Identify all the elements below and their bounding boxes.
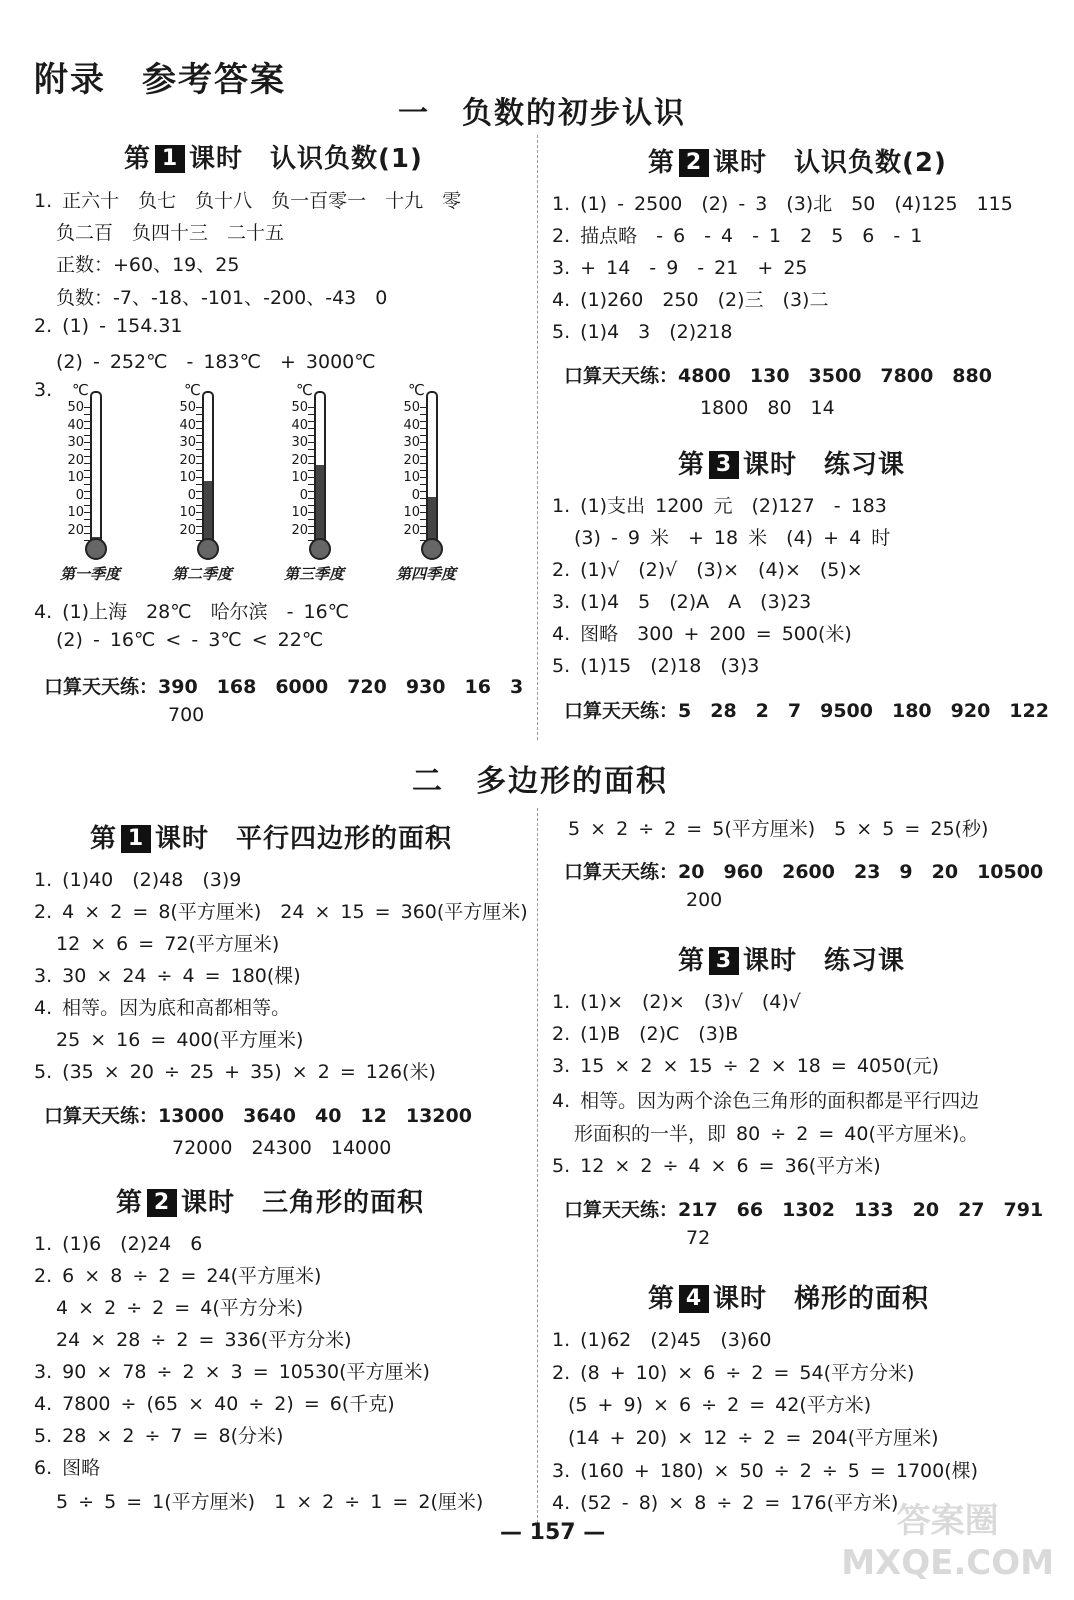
- answer-line: 形面积的一半，即 80 ÷ 2 = 40(平方厘米)。: [574, 1123, 979, 1145]
- answer-line: 4 × 2 ÷ 2 = 4(平方分米): [56, 1297, 304, 1319]
- season-label: 第四季度: [396, 565, 457, 583]
- answer-line: 1. (1)× (2)× (3)√ (4)√: [552, 991, 801, 1013]
- answer-line: 6. 图略: [34, 1457, 101, 1479]
- answer-line: 2. (1) - 154.31: [34, 315, 183, 337]
- answer-line: 2. (1)√ (2)√ (3)× (4)× (5)×: [552, 559, 863, 581]
- answer-line: 5 ÷ 5 = 1(平方厘米) 1 × 2 ÷ 1 = 2(厘米): [56, 1491, 484, 1513]
- answer-line: 3. (160 + 180) × 50 ÷ 2 ÷ 5 = 1700(棵): [552, 1460, 979, 1482]
- season-label: 第一季度: [60, 565, 121, 583]
- answer-line: (14 + 20) × 12 ÷ 2 = 204(平方厘米): [568, 1427, 939, 1449]
- answer-line: 1. (1)支出 1200 元 (2)127 - 183: [552, 495, 887, 517]
- answer-line: 5. 28 × 2 ÷ 7 = 8(分米): [34, 1425, 284, 1447]
- answer-line: 12 × 6 = 72(平方厘米): [56, 933, 280, 955]
- thermometer-unit: ℃: [184, 381, 201, 399]
- lesson-prefix: 第: [648, 148, 676, 178]
- answer-line: 4. (1)上海 28℃ 哈尔滨 - 16℃: [34, 601, 350, 623]
- answer-line: 1. (1)40 (2)48 (3)9: [34, 869, 242, 891]
- lesson-title: 课时 练习课: [743, 946, 906, 976]
- answer-line: 4. 相等。因为底和高都相等。: [34, 997, 291, 1019]
- thermometer-ticks: 50 40 30 20 10 0 10 20: [179, 400, 196, 538]
- lesson-title: 课时 认识负数(1): [189, 144, 423, 174]
- lesson-number-box: 3: [709, 947, 739, 975]
- lesson-number-box: 3: [709, 451, 739, 479]
- thermometer: [60, 381, 120, 565]
- thermometer: [284, 381, 344, 565]
- unit2-title: 二 多边形的面积: [412, 764, 668, 799]
- column-divider: [537, 135, 538, 740]
- answer-line: 4. 图略 300 + 200 = 500(米): [552, 623, 852, 645]
- thermometer-unit: ℃: [72, 381, 89, 399]
- answer-line: 5 × 2 ÷ 2 = 5(平方厘米) 5 × 5 = 25(秒): [568, 818, 989, 840]
- lesson-number-box: 2: [147, 1189, 177, 1217]
- answer-line: (2) - 16℃ < - 3℃ < 22℃: [56, 629, 324, 651]
- answer-line: 1. (1)62 (2)45 (3)60: [552, 1329, 772, 1351]
- answer-line: 2. 4 × 2 = 8(平方厘米) 24 × 15 = 360(平方厘米): [34, 901, 528, 923]
- answer-line: 3. 90 × 78 ÷ 2 × 3 = 10530(平方厘米): [34, 1361, 430, 1383]
- answer-line: 3. 30 × 24 ÷ 4 = 180(棵): [34, 965, 301, 987]
- mental-math-line: 口算天天练：390 168 6000 720 930 16 3: [44, 676, 524, 698]
- lesson-title: 课时 平行四边形的面积: [155, 824, 453, 854]
- lesson-heading: [678, 444, 905, 481]
- answer-line: 5. (1)15 (2)18 (3)3: [552, 655, 760, 677]
- lesson-title: 课时 认识负数(2): [713, 148, 947, 178]
- answer-line: 4. 相等。因为两个涂色三角形的面积都是平行四边: [552, 1090, 980, 1112]
- lesson-prefix: 第: [116, 1188, 144, 1218]
- thermometer: [172, 381, 232, 565]
- mental-math-line: 口算天天练：4800 130 3500 7800 880: [564, 365, 992, 387]
- watermark-line: 答案圈: [896, 1501, 999, 1541]
- mental-math-line: 72: [686, 1227, 711, 1249]
- answer-line: 2. (1)B (2)C (3)B: [552, 1023, 739, 1045]
- lesson-heading: [648, 142, 947, 179]
- mental-math-line: 口算天天练：13000 3640 40 12 13200: [44, 1105, 472, 1127]
- answer-line: 2. 6 × 8 ÷ 2 = 24(平方厘米): [34, 1265, 322, 1287]
- thermometer-ticks: 50 40 30 20 10 0 10 20: [291, 400, 308, 538]
- answer-line: 4. (52 - 8) × 8 ÷ 2 = 176(平方米): [552, 1492, 899, 1514]
- answer-line: 1. (1)6 (2)24 6: [34, 1233, 203, 1255]
- lesson-heading: [90, 818, 452, 855]
- thermometer-ticks: 50 40 30 20 10 0 10 20: [403, 400, 420, 538]
- answer-line: 2. 描点略 - 6 - 4 - 1 2 5 6 - 1: [552, 225, 923, 247]
- column-divider: [537, 808, 538, 1528]
- lesson-heading: [678, 940, 905, 977]
- answer-line: 5. 12 × 2 ÷ 4 × 6 = 36(平方米): [552, 1155, 881, 1177]
- answer-line: 5. (1)4 3 (2)218: [552, 321, 733, 343]
- answer-line: 负数：-7、-18、-101、-200、-43 0: [56, 287, 388, 309]
- answer-line: 5. (35 × 20 ÷ 25 + 35) × 2 = 126(米): [34, 1061, 436, 1083]
- answer-line: (3) - 9 米 + 18 米 (4) + 4 时: [574, 527, 891, 549]
- watermark: [841, 1500, 1054, 1584]
- lesson-title: 课时 三角形的面积: [181, 1188, 425, 1218]
- lesson-prefix: 第: [678, 450, 706, 480]
- answer-line: 4. 7800 ÷ (65 × 40 ÷ 2) = 6(千克): [34, 1393, 395, 1415]
- lesson-number-box: 2: [679, 149, 709, 177]
- lesson-number-box: 1: [121, 825, 151, 853]
- answer-line: 3. + 14 - 9 - 21 + 25: [552, 257, 808, 279]
- answer-line: 3.: [34, 379, 53, 401]
- mental-math-line: 口算天天练：217 66 1302 133 20 27 791: [564, 1199, 1044, 1221]
- lesson-prefix: 第: [90, 824, 118, 854]
- mental-math-line: 72000 24300 14000: [172, 1137, 392, 1159]
- answer-line: 1. (1) - 2500 (2) - 3 (3)北 50 (4)125 115: [552, 193, 1013, 215]
- season-label: 第三季度: [284, 565, 345, 583]
- watermark-line: MXQE.COM: [841, 1543, 1054, 1583]
- season-label: 第二季度: [172, 565, 233, 583]
- mental-math-line: 1800 80 14: [700, 397, 835, 419]
- answer-line: 1. 正六十 负七 负十八 负一百零一 十九 零: [34, 190, 462, 212]
- unit1-title: 一 负数的初步认识: [398, 96, 686, 131]
- mental-math-line: 口算天天练：5 28 2 7 9500 180 920 122: [564, 700, 1049, 722]
- page-number: — 157 —: [500, 1520, 606, 1545]
- lesson-title: 课时 练习课: [743, 450, 906, 480]
- answer-line: 3. 15 × 2 × 15 ÷ 2 × 18 = 4050(元): [552, 1055, 940, 1077]
- mental-math-line: 口算天天练：20 960 2600 23 9 20 10500: [564, 861, 1044, 883]
- answer-line: 25 × 16 = 400(平方厘米): [56, 1029, 304, 1051]
- mental-math-line: 700: [168, 704, 205, 726]
- lesson-number-box: 1: [155, 145, 185, 173]
- answer-line: (5 + 9) × 6 ÷ 2 = 42(平方米): [568, 1394, 872, 1416]
- thermometer-figure: [60, 381, 500, 585]
- lesson-prefix: 第: [678, 946, 706, 976]
- mental-math-line: 200: [686, 889, 723, 911]
- answer-line: 正数：+60、19、25: [56, 254, 240, 276]
- lesson-title: 课时 梯形的面积: [713, 1284, 930, 1314]
- answer-line: 负二百 负四十三 二十五: [56, 222, 285, 244]
- thermometer-unit: ℃: [296, 381, 313, 399]
- lesson-prefix: 第: [124, 144, 152, 174]
- lesson-heading: [648, 1278, 929, 1315]
- lesson-number-box: 4: [679, 1285, 709, 1313]
- answer-line: 24 × 28 ÷ 2 = 336(平方分米): [56, 1329, 352, 1351]
- lesson-heading: [124, 138, 423, 175]
- answer-line: (2) - 252℃ - 183℃ + 3000℃: [56, 351, 376, 373]
- thermometer-unit: ℃: [408, 381, 425, 399]
- answer-line: 4. (1)260 250 (2)三 (3)二: [552, 289, 829, 311]
- thermometer: [396, 381, 456, 565]
- answer-line: 3. (1)4 5 (2)A A (3)23: [552, 591, 812, 613]
- lesson-prefix: 第: [648, 1284, 676, 1314]
- lesson-heading: [116, 1182, 424, 1219]
- appendix-title: 附录 参考答案: [34, 60, 286, 100]
- thermometer-ticks: 50 40 30 20 10 0 10 20: [67, 400, 84, 538]
- answer-line: 2. (8 + 10) × 6 ÷ 2 = 54(平方分米): [552, 1362, 915, 1384]
